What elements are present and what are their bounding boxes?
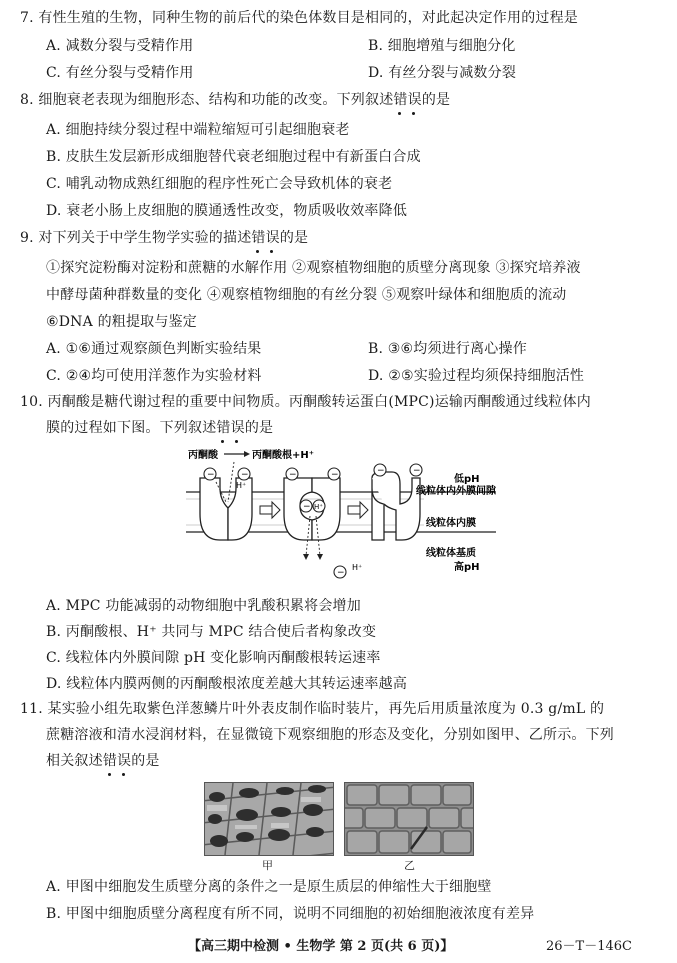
- reaction-left-label: 丙酮酸: [188, 450, 218, 461]
- micrograph-recovery: [344, 782, 474, 856]
- q9-items-line3: ⑥DNA 的粗提取与鉴定: [46, 314, 197, 330]
- q10-option-d: D. 线粒体内膜两侧的丙酮酸根浓度差越大其转运速率越高: [46, 676, 408, 692]
- q10-emphasis: [216, 420, 244, 436]
- ion-charge: −: [207, 470, 215, 480]
- q10-option-b: B. 丙酮酸根、H⁺ 共同与 MPC 结合使后者构象改变: [46, 624, 377, 640]
- q7-option-c: C. 有丝分裂与受精作用: [46, 65, 194, 81]
- q7-stem: 7. 有性生殖的生物，同种生物的前后代的染色体数目是相同的，对此起决定作用的过程是: [20, 10, 579, 26]
- q10-emphasis-word: 错误: [216, 420, 245, 436]
- q9-items-line2: 中酵母菌种群数量的变化 ④观察植物细胞的有丝分裂 ⑤观察叶绿体和细胞质的流动: [46, 287, 567, 303]
- footer-page-info: 【高三期中检测 • 生物学 第 2 页(共 6 页)】: [188, 939, 454, 954]
- reaction-arrow-head: [244, 451, 250, 457]
- q8-emphasis: [393, 92, 421, 108]
- q8-option-b: B. 皮肤生发层新形成细胞替代衰老细胞过程中有新蛋白合成: [46, 149, 421, 165]
- q10-stem-line2: [46, 419, 273, 437]
- ion-charge: −: [377, 466, 385, 476]
- micrograph-recovery-image: [345, 783, 473, 855]
- dashed-arrow-head: [317, 554, 323, 560]
- q10-stem-end: 的是: [244, 420, 274, 436]
- q8-stem: [20, 91, 450, 109]
- q8-option-d: D. 衰老小肠上皮细胞的膜通透性改变，物质吸收效率降低: [46, 203, 408, 219]
- label-low-ph: 低pH: [454, 474, 480, 485]
- q10-stem-line1: 10. 丙酮酸是糖代谢过程的重要中间物质。丙酮酸转运蛋白(MPC)运输丙酮酸通过线粒体内: [20, 394, 591, 410]
- hplus-label: H⁺: [314, 503, 323, 511]
- q8-option-a: A. 细胞持续分裂过程中端粒缩短可引起细胞衰老: [46, 122, 350, 138]
- micrograph-plasmolysis-image: [205, 783, 333, 855]
- q11-option-a: A. 甲图中细胞发生质壁分离的条件之一是原生质层的伸缩性大于细胞壁: [46, 879, 492, 895]
- q7-option-b: B. 细胞增殖与细胞分化: [368, 38, 516, 54]
- dashed-arrow-head: [303, 554, 309, 560]
- dashed-path: [228, 462, 234, 502]
- q7-option-a: A. 减数分裂与受精作用: [46, 38, 194, 54]
- q9-stem: [20, 229, 308, 247]
- q9-option-d: D. ②⑤实验过程均须保持细胞活性: [368, 368, 585, 384]
- q10-option-c: C. 线粒体内外膜间隙 pH 变化影响丙酮酸根转运速率: [46, 650, 381, 666]
- ion-charge: −: [303, 502, 311, 512]
- label-inner-membrane: 线粒体内膜: [426, 518, 476, 529]
- mpc-protein-shape: [200, 478, 228, 540]
- q11-stem-line1: 11. 某实验小组先取紫色洋葱鳞片叶外表皮制作临时装片，再先后用质量浓度为 0.3 g/mL 的: [20, 701, 605, 717]
- ion-charge: −: [241, 470, 249, 480]
- flow-arrow-head: [272, 502, 280, 518]
- q9-option-a: A. ①⑥通过观察颜色判断实验结果: [46, 341, 262, 357]
- emphasis-dot: [398, 112, 401, 115]
- flow-arrow-body: [348, 506, 360, 514]
- q8-stem-text: 8. 细胞衰老表现为细胞形态、结构和功能的改变。下列叙述: [20, 92, 394, 108]
- q9-items-line1: ①探究淀粉酶对淀粉和蔗糖的水解作用 ②观察植物细胞的质壁分离现象 ③探究培养液: [46, 260, 581, 276]
- flow-arrow-head: [360, 502, 368, 518]
- q11-stem-line2: 蔗糖溶液和清水浸润材料，在显微镜下观察细胞的形态及变化，分别如图甲、乙所示。下列: [46, 727, 614, 743]
- ion-charge: −: [331, 470, 339, 480]
- q9-option-b: B. ③⑥均须进行离心操作: [368, 341, 527, 357]
- q10-stem-text: 膜的过程如下图。下列叙述: [46, 420, 217, 436]
- q9-option-c: C. ②④均可使用洋葱作为实验材料: [46, 368, 262, 384]
- emphasis-dot: [412, 112, 415, 115]
- q11-stem-end: 的是: [131, 753, 160, 769]
- footer-code: 26－T－146C: [546, 939, 632, 954]
- reaction-right-label: 丙酮酸根+H⁺: [252, 450, 315, 461]
- q11-emphasis-word: 错误: [102, 753, 132, 769]
- hplus-label: H⁺: [236, 481, 247, 490]
- q8-emphasis-word: 错误: [393, 92, 422, 108]
- q11-emphasis: [103, 753, 131, 769]
- label-matrix: 线粒体基质: [426, 548, 476, 559]
- q10-option-a: A. MPC 功能减弱的动物细胞中乳酸积累将会增加: [46, 598, 361, 614]
- emphasis-dot: [108, 773, 111, 776]
- q8-stem-end: 的是: [421, 92, 451, 108]
- q8-option-c: C. 哺乳动物成熟红细胞的程序性死亡会导致机体的衰老: [46, 176, 393, 192]
- emphasis-dot: [235, 440, 238, 443]
- q11-option-b: B. 甲图中细胞质壁分离程度有所不同，说明不同细胞的初始细胞液浓度有差异: [46, 906, 535, 922]
- q9-emphasis: [251, 230, 279, 246]
- caption-yi: 乙: [404, 859, 415, 872]
- emphasis-dot: [256, 250, 259, 253]
- q9-stem-end: 的是: [279, 230, 309, 246]
- q9-emphasis-word: 错误: [251, 230, 280, 246]
- q9-stem-text: 9. 对下列关于中学生物学实验的描述: [20, 230, 252, 246]
- caption-jia: 甲: [262, 859, 273, 872]
- ion-charge: −: [289, 470, 297, 480]
- emphasis-dot: [221, 440, 224, 443]
- emphasis-dot: [270, 250, 273, 253]
- q11-stem-line3: [46, 752, 160, 770]
- ion-charge: −: [337, 568, 345, 578]
- flow-arrow-body: [260, 506, 272, 514]
- label-intermembrane-space: 线粒体内外膜间隙: [416, 486, 496, 497]
- emphasis-dot: [122, 773, 125, 776]
- mpc-transport-diagram: [176, 444, 506, 584]
- label-high-ph: 高pH: [454, 562, 480, 573]
- q7-option-d: D. 有丝分裂与减数分裂: [368, 65, 517, 81]
- q11-stem-text: 相关叙述: [46, 753, 103, 769]
- ion-charge: −: [413, 466, 421, 476]
- micrograph-plasmolysis: [204, 782, 334, 856]
- hplus-label: H⁺: [352, 563, 363, 572]
